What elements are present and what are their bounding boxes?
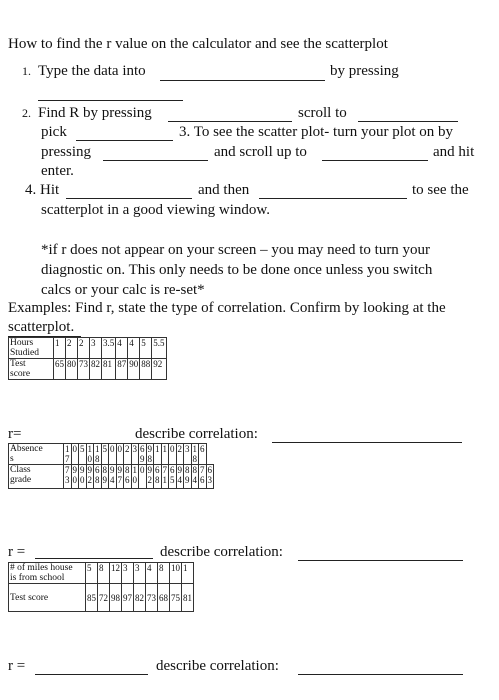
table-cell: 8 4 — [191, 465, 199, 489]
describe-blank-3[interactable] — [298, 674, 463, 675]
table-cell: 8 — [158, 563, 170, 584]
table-cell: 6 9 — [140, 444, 145, 464]
table-cell: 5 — [86, 563, 98, 584]
table-row — [9, 359, 167, 380]
table-cell: 1 — [154, 444, 162, 465]
note-line1: *if r does not appear on your screen – you may need to turn your — [41, 242, 431, 258]
row-label: Test score — [9, 584, 86, 612]
table-cell: 4 — [128, 338, 140, 359]
step3-text-c: and hit — [433, 144, 475, 160]
table-cell: 9 0 — [79, 465, 87, 489]
step2-text-a: Find R by pressing — [38, 105, 152, 121]
describe-blank-2[interactable] — [298, 560, 463, 561]
table-cell: 1 — [54, 338, 66, 359]
table-cell: 2 — [176, 444, 184, 465]
step3-blank-a[interactable] — [322, 160, 428, 161]
table-cell: 97 — [122, 584, 134, 612]
describe-label-1: describe correlation: — [135, 426, 258, 442]
table-cell: 2 — [66, 338, 78, 359]
step4-blank-a[interactable] — [66, 198, 192, 199]
step2-text-c: pick — [41, 124, 67, 140]
r-label-3: r = — [8, 658, 26, 674]
table-cell: 5.5 — [152, 338, 166, 359]
r-label-2: r = — [8, 544, 26, 560]
table-cell: 82 — [90, 359, 102, 380]
table-cell: 8 6 — [124, 465, 132, 489]
table-cell: 73 — [146, 584, 158, 612]
step1-number: 1. — [22, 64, 31, 78]
table-cell: 82 — [134, 584, 146, 612]
step2-blank-d[interactable] — [103, 160, 208, 161]
step1-blank-a[interactable] — [160, 80, 325, 81]
step2-blank-b[interactable] — [358, 121, 458, 122]
table-cell: 9 2 — [146, 465, 154, 489]
table-cell: 65 — [54, 359, 66, 380]
step1-text-b: by pressing — [330, 63, 399, 79]
step2-text-b: scroll to — [298, 105, 347, 121]
table-cell: 2 — [124, 444, 132, 465]
table-cell: 0 — [169, 444, 177, 465]
r-blank-2[interactable] — [35, 558, 153, 559]
table-cell: 81 — [102, 359, 116, 380]
data-table-miles-test — [8, 562, 194, 612]
table-cell: 5 — [101, 444, 109, 465]
step3-text-a: 3. To see the scatter plot- turn your plot on by — [179, 124, 454, 140]
table-row — [9, 444, 214, 465]
table-cell: 7 1 — [161, 465, 169, 489]
table-cell: 3 — [90, 338, 102, 359]
describe-label-2: describe correlation: — [160, 544, 283, 560]
note-line3: calcs or your calc is re-set* — [41, 282, 205, 298]
table-cell: 6 — [199, 444, 207, 465]
table-cell: 8 9 — [101, 465, 109, 489]
table-cell: 72 — [98, 584, 110, 612]
table-cell: 8 9 — [184, 465, 192, 489]
page-title: How to find the r value on the calculator and see the scatterplot — [8, 36, 388, 52]
table-cell: 6 8 — [94, 465, 102, 489]
step1-text-a: Type the data into — [38, 63, 146, 79]
step3-text-b: and scroll up to — [214, 144, 307, 160]
table-cell: 81 — [182, 584, 194, 612]
row-label: Hours Studied — [9, 338, 54, 359]
step2-text-d: pressing — [41, 144, 91, 160]
table-cell: 3 — [134, 563, 146, 584]
table-cell: 0 — [139, 465, 147, 489]
table-cell: 1 7 — [65, 444, 70, 464]
table-cell: 5 — [140, 338, 152, 359]
row-label: # of miles house is from school — [9, 563, 86, 584]
table-cell: 3 — [184, 444, 192, 465]
table-cell: 68 — [158, 584, 170, 612]
step4-text-a: 4. Hit — [25, 182, 60, 198]
step2-text-e: enter. — [41, 163, 74, 179]
table-cell: 85 — [86, 584, 98, 612]
table-cell: 98 — [110, 584, 122, 612]
step4-text-b: and then — [198, 182, 250, 198]
table-cell: 87 — [116, 359, 128, 380]
row-label: Class grade — [9, 465, 64, 489]
step4-blank-b[interactable] — [259, 198, 407, 199]
table-cell: 7 3 — [64, 465, 72, 489]
table-cell: 10 — [170, 563, 182, 584]
table-cell: 88 — [140, 359, 152, 380]
table-cell: 1 0 — [131, 465, 139, 489]
data-table-hours-test — [8, 337, 167, 380]
examples-line1: Examples: Find r, state the type of correlation. Confirm by looking at the — [8, 300, 446, 316]
table-cell: 9 4 — [109, 465, 117, 489]
row-label: Absence s — [9, 444, 64, 465]
table-cell: 1 — [161, 444, 169, 465]
table-cell: 6 8 — [154, 465, 162, 489]
table-row — [9, 584, 194, 612]
table-cell: 92 — [152, 359, 166, 380]
step4-text-d: scatterplot in a good viewing window. — [41, 202, 270, 218]
table-cell: 4 — [146, 563, 158, 584]
table-row — [9, 563, 194, 584]
step2-blank-c[interactable] — [76, 140, 173, 141]
table-cell: 1 8 — [95, 444, 100, 464]
step2-blank-a[interactable] — [168, 121, 292, 122]
table-cell: 75 — [170, 584, 182, 612]
table-cell: 90 — [128, 359, 140, 380]
table-cell: 1 — [182, 563, 194, 584]
describe-blank-1[interactable] — [272, 442, 462, 443]
table-cell: 3.5 — [102, 338, 116, 359]
table-cell: 5 — [79, 444, 87, 465]
table-cell: 1 8 — [192, 444, 197, 464]
table-row — [9, 465, 214, 489]
table-cell: 2 — [78, 338, 90, 359]
table-cell: 6 3 — [206, 465, 214, 489]
table-cell: 3 — [131, 444, 139, 465]
table-cell: 9 2 — [86, 465, 94, 489]
table-cell: 3 — [122, 563, 134, 584]
table-cell: 8 — [98, 563, 110, 584]
row-label: Test score — [9, 359, 54, 380]
table-cell: 1 0 — [87, 444, 92, 464]
r-label-1: r= — [8, 426, 22, 442]
table-cell: 7 6 — [199, 465, 207, 489]
table-cell: 9 7 — [116, 465, 124, 489]
table-cell: 0 — [109, 444, 117, 465]
table-cell: 9 0 — [71, 465, 79, 489]
step2-number: 2. — [22, 106, 31, 120]
step1-blank-b[interactable] — [38, 100, 183, 101]
table-cell: 80 — [66, 359, 78, 380]
describe-label-3: describe correlation: — [156, 658, 279, 674]
table-cell: 0 — [71, 444, 79, 465]
data-table-absences-grade — [8, 443, 214, 489]
table-cell: 9 4 — [176, 465, 184, 489]
table-cell: 12 — [110, 563, 122, 584]
table-row — [9, 338, 167, 359]
table-cell: 4 — [116, 338, 128, 359]
examples-line2: scatterplot. — [8, 319, 75, 335]
step4-text-c: to see the — [412, 182, 469, 198]
table-cell: 73 — [78, 359, 90, 380]
r-blank-3[interactable] — [35, 674, 148, 675]
note-line2: diagnostic on. This only needs to be done once unless you switch — [41, 262, 433, 278]
table-cell: 0 — [116, 444, 124, 465]
table-cell: 9 8 — [147, 444, 152, 464]
table-cell: 6 5 — [169, 465, 177, 489]
